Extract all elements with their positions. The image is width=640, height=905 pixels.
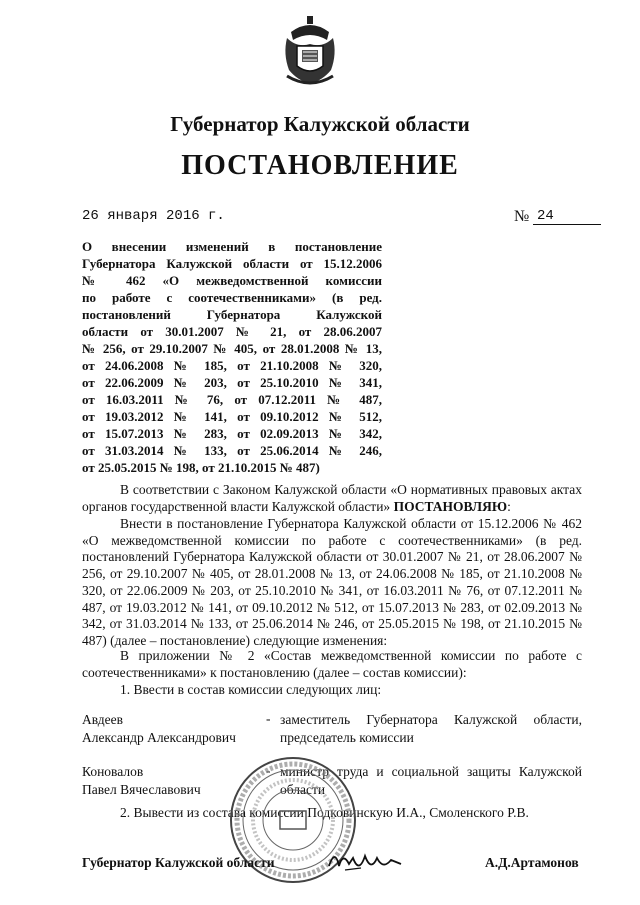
remove-members-paragraph: 2. Вывести из состава комиссии Подковинскую И.А., Смоленского Р.В. [120,805,529,820]
subject-line: от 31.03.2014 № 133, от 25.06.2014 № 246, [82,443,382,458]
amendment-paragraph: Внести в постановление Губернатора Калужской области от 15.12.2006 № 462 «О межведомственной комиссии по работе с соотечественниками» (в ред. постановлений Губернатора Калужской области от 30.01.2007 № 21, от 28.06.2007 № 256, от 29.10.2007 № 405, от 28.01.2008 № 13, от 24.06.2008 № 185, от 21.10.2008 № 320, от 22.06.2009 № 203, от 25.10.2010 № 341, от 16.03.2011 № 76, от 07.12.2011 № 487, от 19.03.2012 № 141, от 09.10.2012 № 512, от 15.07.2013 № 283, от 02.09.2013 № 342, от 31.03.2014 № 133, от 25.06.2014 № 246, от 25.05.2015 № 198, от 21.10.2015 № 487) (далее – постановление) следующие изменения: [82,516,582,648]
coat-of-arms-icon [283,14,337,90]
document-number: 24 [533,208,601,225]
subject-line: от 19.03.2012 № 141, от 09.10.2012 № 512, [82,409,382,424]
preamble-paragraph [82,482,582,515]
preamble-end: : [507,498,511,514]
subject-line: области от 30.01.2007 № 21, от 28.06.2007 [82,324,382,339]
member-role: министр труда и социальной защиты Калужской области [280,764,582,797]
subject-line: Губернатора Калужской области от 15.12.2006 [82,256,382,271]
subject-line: № 256, от 29.10.2007 № 405, от 28.01.2008 № 13, [82,341,382,356]
member-role: заместитель Губернатора Калужской области, председатель комиссии [280,712,582,745]
subject-line: постановлений Губернатора Калужской [82,307,382,322]
subject-line: от 16.03.2011 № 76, от 07.12.2011 № 487, [82,392,382,407]
add-members-paragraph: 1. Ввести в состав комиссии следующих лиц: [120,682,382,697]
subject-line: от 24.06.2008 № 185, от 21.10.2008 № 320, [82,358,382,373]
resolve-word: ПОСТАНОВЛЯЮ [393,498,508,514]
handwritten-signature-icon [325,844,405,878]
number-label: № [514,208,530,225]
preamble-text: В соответствии с Законом Калужской области «О нормативных правовых актах органов государственной власти Калужской области» [82,482,582,514]
subject-line: № 462 «О межведомственной комиссии [82,273,382,288]
member-surname: Коновалов [82,764,144,779]
member-dash: - [266,763,271,778]
subject-line: по работе с соотечественниками» (в ред. [82,290,382,305]
member-given-name: Александр Александрович [82,730,236,745]
member-dash: - [266,711,271,726]
document-subject [82,238,382,476]
member-surname: Авдеев [82,712,124,727]
org-title: Губернатор Калужской области [170,112,470,136]
document-title: ПОСТАНОВЛЕНИЕ [181,150,459,181]
subject-line: от 22.06.2009 № 203, от 25.10.2010 № 341, [82,375,382,390]
appendix-paragraph: В приложении № 2 «Состав межведомственной комиссии по работе с соотечественниками» к постановлению (далее – состав комиссии): [82,648,582,680]
signatory-title: Губернатор Калужской области [82,855,275,870]
subject-line: от 15.07.2013 № 283, от 02.09.2013 № 342, [82,426,382,441]
signatory-name: А.Д.Артамонов [485,855,579,870]
subject-line: О внесении изменений в постановление [82,239,382,254]
subject-line: от 25.05.2015 № 198, от 21.10.2015 № 487) [82,460,320,475]
document-date: 26 января 2016 г. [82,208,225,224]
member-given-name: Павел Вячеславович [82,782,201,797]
